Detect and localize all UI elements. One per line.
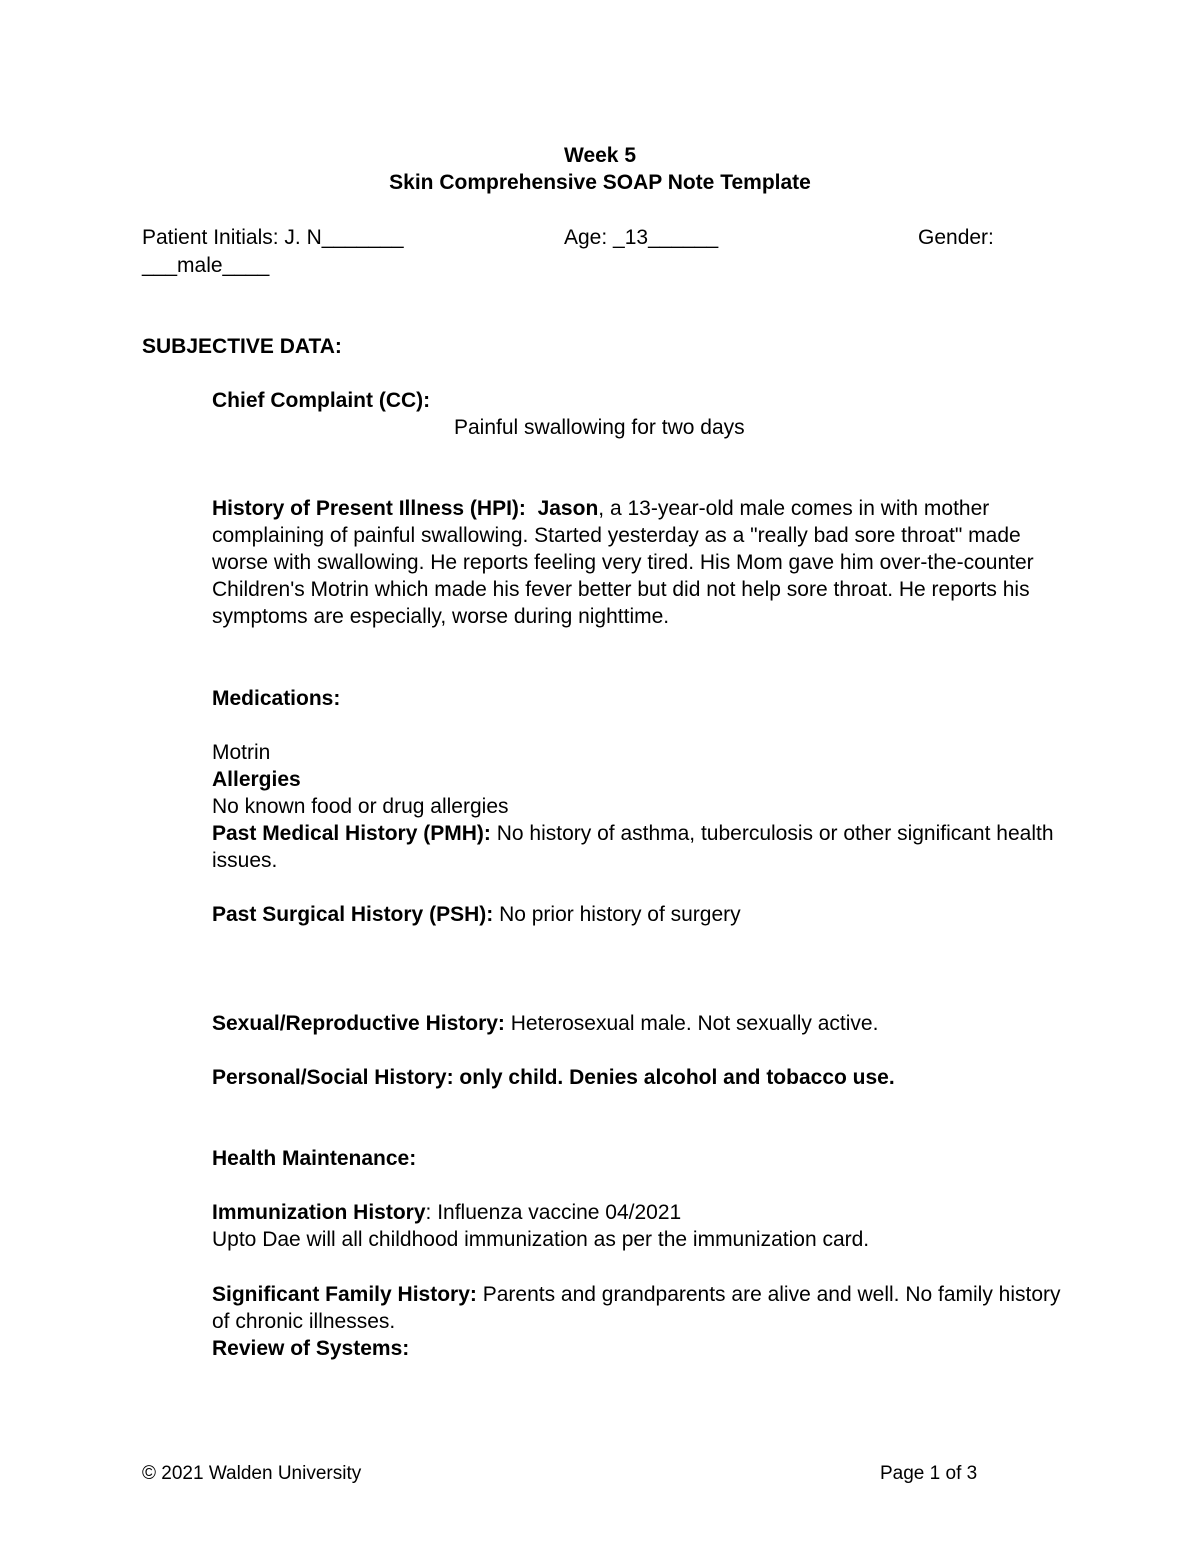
immunization-value: : Influenza vaccine 04/2021 (425, 1201, 682, 1224)
health-maintenance-label: Health Maintenance: (212, 1147, 417, 1170)
sexual-history-label: Sexual/Reproductive History: (212, 1012, 505, 1035)
family-history-value: Parents and grandparents are alive and well. No family history of chronic illnesses. (212, 1283, 1061, 1333)
hpi-paragraph (212, 495, 1072, 630)
social-history-line (212, 1064, 895, 1091)
social-history-label: Personal/Social History: (212, 1066, 454, 1089)
hpi-label: History of Present Illness (HPI): (212, 497, 526, 520)
footer-page-number: Page 1 of 3 (880, 1463, 978, 1484)
psh-value: No prior history of surgery (493, 903, 741, 926)
document-header (0, 142, 1200, 196)
allergies-label: Allergies (212, 768, 301, 791)
pmh-value: No history of asthma, tuberculosis or other significant health issues. (212, 822, 1054, 872)
medications-value: Motrin (212, 741, 271, 764)
patient-initials: Patient Initials: J. N_______ (142, 226, 404, 249)
allergies-value: No known food or drug allergies (212, 795, 509, 818)
patient-gender-value: ___male____ (142, 254, 270, 277)
psh-label: Past Surgical History (PSH): (212, 903, 494, 926)
sexual-history-value: Heterosexual male. Not sexually active. (504, 1012, 879, 1035)
family-history-paragraph (212, 1281, 1072, 1335)
week-label: Week 5 (564, 144, 636, 167)
sexual-history-line (212, 1010, 878, 1037)
patient-gender-label: Gender: (918, 226, 994, 249)
psh-line (212, 901, 741, 928)
family-history-label: Significant Family History: (212, 1283, 477, 1306)
immunization-line (212, 1199, 681, 1226)
hpi-patient-name: Jason (537, 497, 599, 520)
hpi-text: , a 13-year-old male comes in with mother complaining of painful swallowing. Started yesterday as a "really bad sore throat" made worse with swallowing. He reports feeling very tired. His Mom gave him over-the-counter Children's Motrin which made his fever better but did not help sore throat. He reports his symptoms are especially, worse during nighttime. (212, 497, 1034, 628)
medications-label: Medications: (212, 687, 341, 710)
cc-label: Chief Complaint (CC): (212, 389, 431, 412)
immunization-label: Immunization History (212, 1201, 426, 1224)
subjective-heading: SUBJECTIVE DATA: (142, 335, 342, 358)
social-history-value: only child. Denies alcohol and tobacco use. (453, 1066, 895, 1089)
pmh-paragraph (212, 820, 1072, 874)
footer-copyright: © 2021 Walden University (142, 1463, 362, 1484)
review-of-systems-label: Review of Systems: (212, 1337, 410, 1360)
pmh-label: Past Medical History (PMH): (212, 822, 491, 845)
document-title: Skin Comprehensive SOAP Note Template (389, 171, 811, 194)
immunization-line-2: Upto Dae will all childhood immunization as per the immunization card. (212, 1228, 870, 1251)
cc-value: Painful swallowing for two days (454, 416, 745, 439)
patient-age: Age: _13______ (564, 226, 719, 249)
